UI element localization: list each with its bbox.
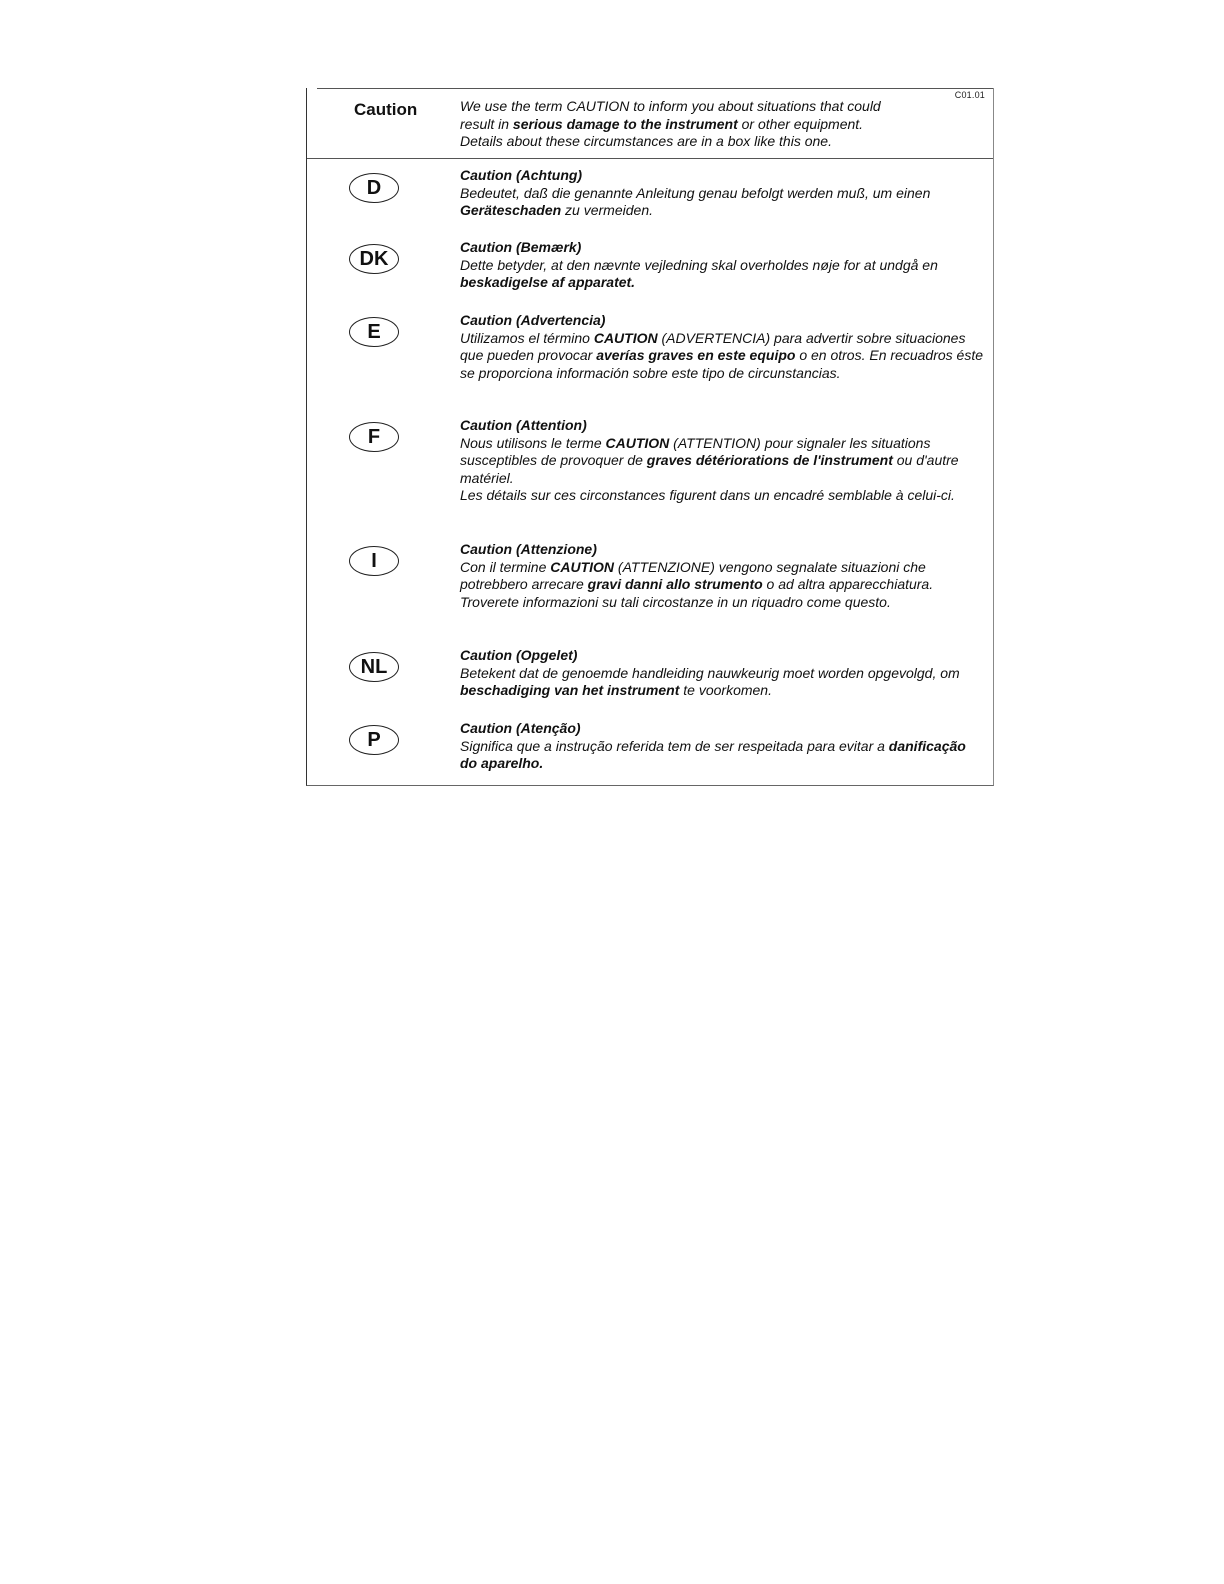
entry-text: Les détails sur ces circonstances figurent dans un encadré semblable à celui-ci. bbox=[460, 487, 955, 504]
entry-title: Caution (Attenzione) bbox=[460, 541, 597, 557]
caution-description bbox=[460, 98, 985, 151]
entry-title: Caution (Opgelet) bbox=[460, 647, 578, 663]
language-entry-i bbox=[460, 541, 985, 611]
entry-text: (ATTENTION) pour signaler les situations susceptibles de provoquer de bbox=[460, 434, 931, 469]
entry-emphasis: CAUTION bbox=[593, 329, 658, 346]
description-line-1: We use the term CAUTION to inform you about situations that could bbox=[460, 98, 881, 114]
entry-emphasis: danificação do aparelho. bbox=[460, 737, 966, 772]
document-code: C01.01 bbox=[954, 90, 985, 100]
description-line-3: Details about these circumstances are in a box like this one. bbox=[460, 133, 832, 150]
language-badge-p: P bbox=[349, 725, 399, 755]
entry-text: Nous utilisons le terme bbox=[460, 434, 606, 451]
description-line-2-end: or other equipment. bbox=[737, 115, 864, 132]
entry-text: Betekent dat de genoemde handleiding nauwkeurig moet worden opgevolgd, om bbox=[460, 664, 960, 681]
entry-title: Caution (Attention) bbox=[460, 417, 587, 433]
entry-emphasis: graves détériorations de l'instrument bbox=[646, 452, 893, 469]
entry-text: (ATTENZIONE) vengono segnalate situazioni che potrebbero arrecare bbox=[460, 558, 926, 593]
entry-text: Dette betyder, at den nævnte vejledning skal overholdes nøje for at undgå en bbox=[460, 256, 938, 273]
entry-emphasis: beskadigelse af apparatet. bbox=[460, 274, 636, 291]
entry-text: (ADVERTENCIA) para advertir sobre situaciones que pueden provocar bbox=[460, 329, 966, 364]
caution-label: Caution bbox=[354, 100, 418, 119]
entry-title: Caution (Bemærk) bbox=[460, 239, 582, 255]
language-badge-nl: NL bbox=[349, 652, 399, 682]
language-entry-f bbox=[460, 417, 985, 505]
language-entry-e bbox=[460, 312, 985, 382]
caution-header bbox=[307, 88, 993, 159]
entry-text: Utilizamos el término bbox=[460, 329, 594, 346]
entry-text: Bedeutet, daß die genannte Anleitung genau befolgt werden muß, um einen bbox=[460, 184, 931, 201]
language-badge-f: F bbox=[349, 422, 399, 452]
entry-emphasis: Geräteschaden bbox=[460, 202, 562, 219]
entry-text: Significa que a instrução referida tem de ser respeitada para evitar a bbox=[460, 737, 889, 754]
entry-text: Troverete informazioni su tali circostanze in un riquadro come questo. bbox=[460, 593, 891, 610]
entry-emphasis: CAUTION bbox=[550, 558, 615, 575]
entry-title: Caution (Achtung) bbox=[460, 167, 583, 183]
entry-text: te voorkomen. bbox=[679, 682, 772, 699]
language-badge-i: I bbox=[349, 546, 399, 576]
language-entry-p bbox=[460, 720, 985, 773]
entry-title: Caution (Advertencia) bbox=[460, 312, 606, 328]
entry-text: o en otros. En recuadros éste se proporciona información sobre este tipo de circunstancias. bbox=[460, 347, 983, 381]
entry-emphasis: CAUTION bbox=[605, 434, 670, 451]
language-entry-d bbox=[460, 167, 985, 220]
language-badge-d: D bbox=[349, 173, 399, 203]
entry-emphasis: gravi danni allo strumento bbox=[587, 576, 763, 593]
description-emphasis: serious damage to the instrument bbox=[512, 115, 738, 132]
description-line-2-start: result in bbox=[460, 115, 513, 132]
entry-title: Caution (Atenção) bbox=[460, 720, 581, 736]
language-badge-e: E bbox=[349, 317, 399, 347]
entry-text: ou d'autre matériel. bbox=[460, 452, 959, 486]
caution-box bbox=[306, 88, 994, 786]
entry-emphasis: beschadiging van het instrument bbox=[460, 682, 680, 699]
language-badge-dk: DK bbox=[349, 244, 399, 274]
entry-text: Con il termine bbox=[460, 558, 551, 575]
language-entry-dk bbox=[460, 239, 985, 292]
language-entry-nl bbox=[460, 647, 985, 700]
entry-text: zu vermeiden. bbox=[561, 202, 653, 219]
entry-text: o ad altra apparecchiatura. bbox=[762, 576, 934, 593]
entry-emphasis: averías graves en este equipo bbox=[596, 347, 796, 364]
